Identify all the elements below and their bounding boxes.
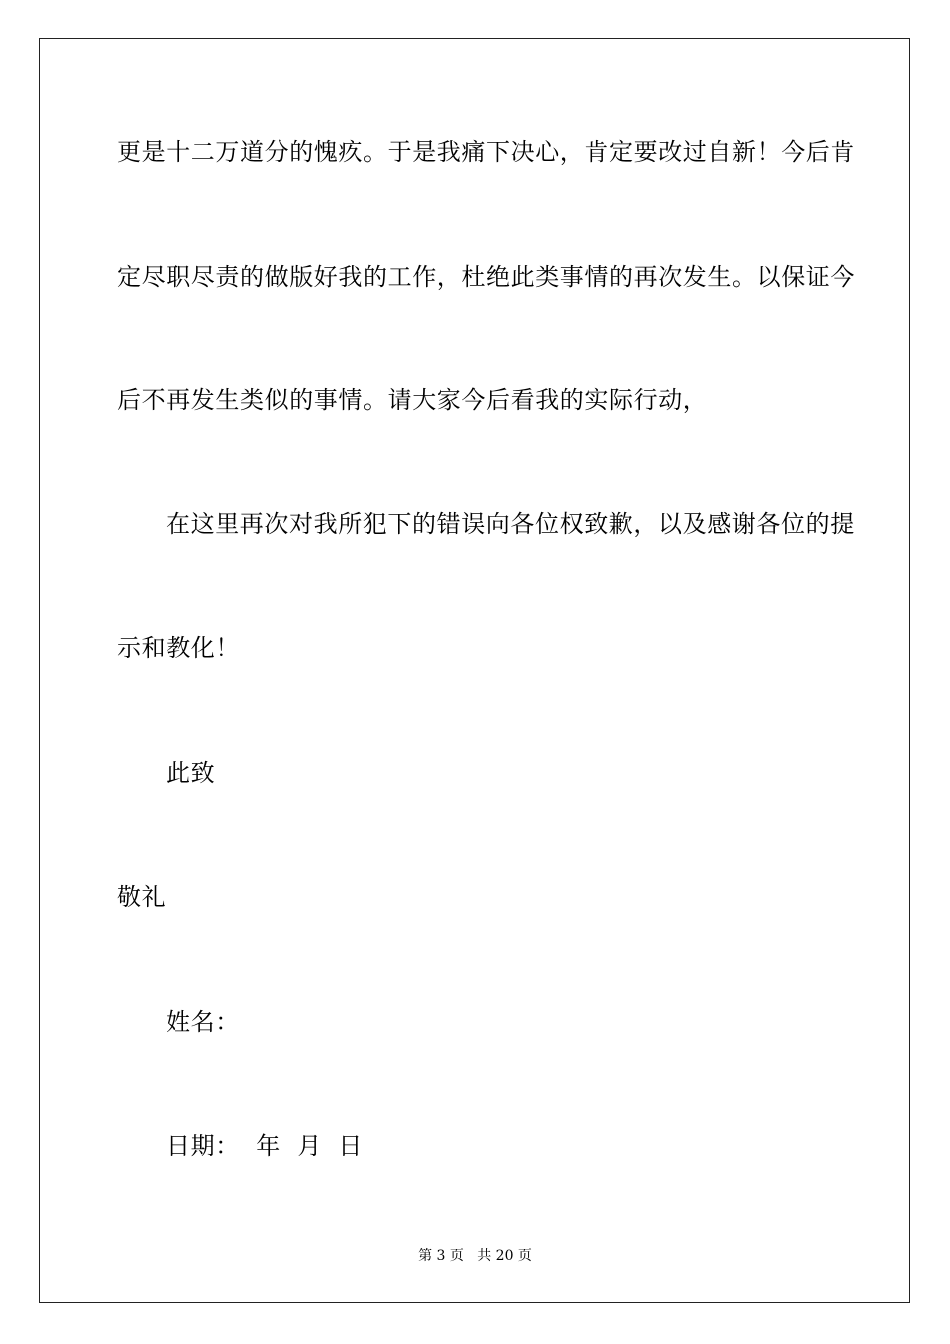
page-frame [39, 38, 910, 1303]
page-footer: 第 3 页 共 20 页 [418, 1248, 532, 1264]
body-line-4: 在这里再次对我所犯下的错误向各位权致歉，以及感谢各位的提 [166, 510, 855, 538]
closing-regards: 敬礼 [117, 883, 167, 911]
date-field-label: 日期： 年 月 日 [166, 1132, 363, 1160]
body-line-2: 定尽职尽责的做版好我的工作，杜绝此类事情的再次发生。以保证今 [117, 263, 855, 291]
name-field-label: 姓名： [166, 1008, 240, 1036]
closing-salutation: 此致 [166, 759, 216, 787]
body-line-5: 示和教化！ [117, 634, 240, 662]
body-line-1: 更是十二万道分的愧疚。于是我痛下决心，肯定要改过自新！今后肯 [117, 138, 855, 166]
body-line-3: 后不再发生类似的事情。请大家今后看我的实际行动， [117, 386, 708, 414]
